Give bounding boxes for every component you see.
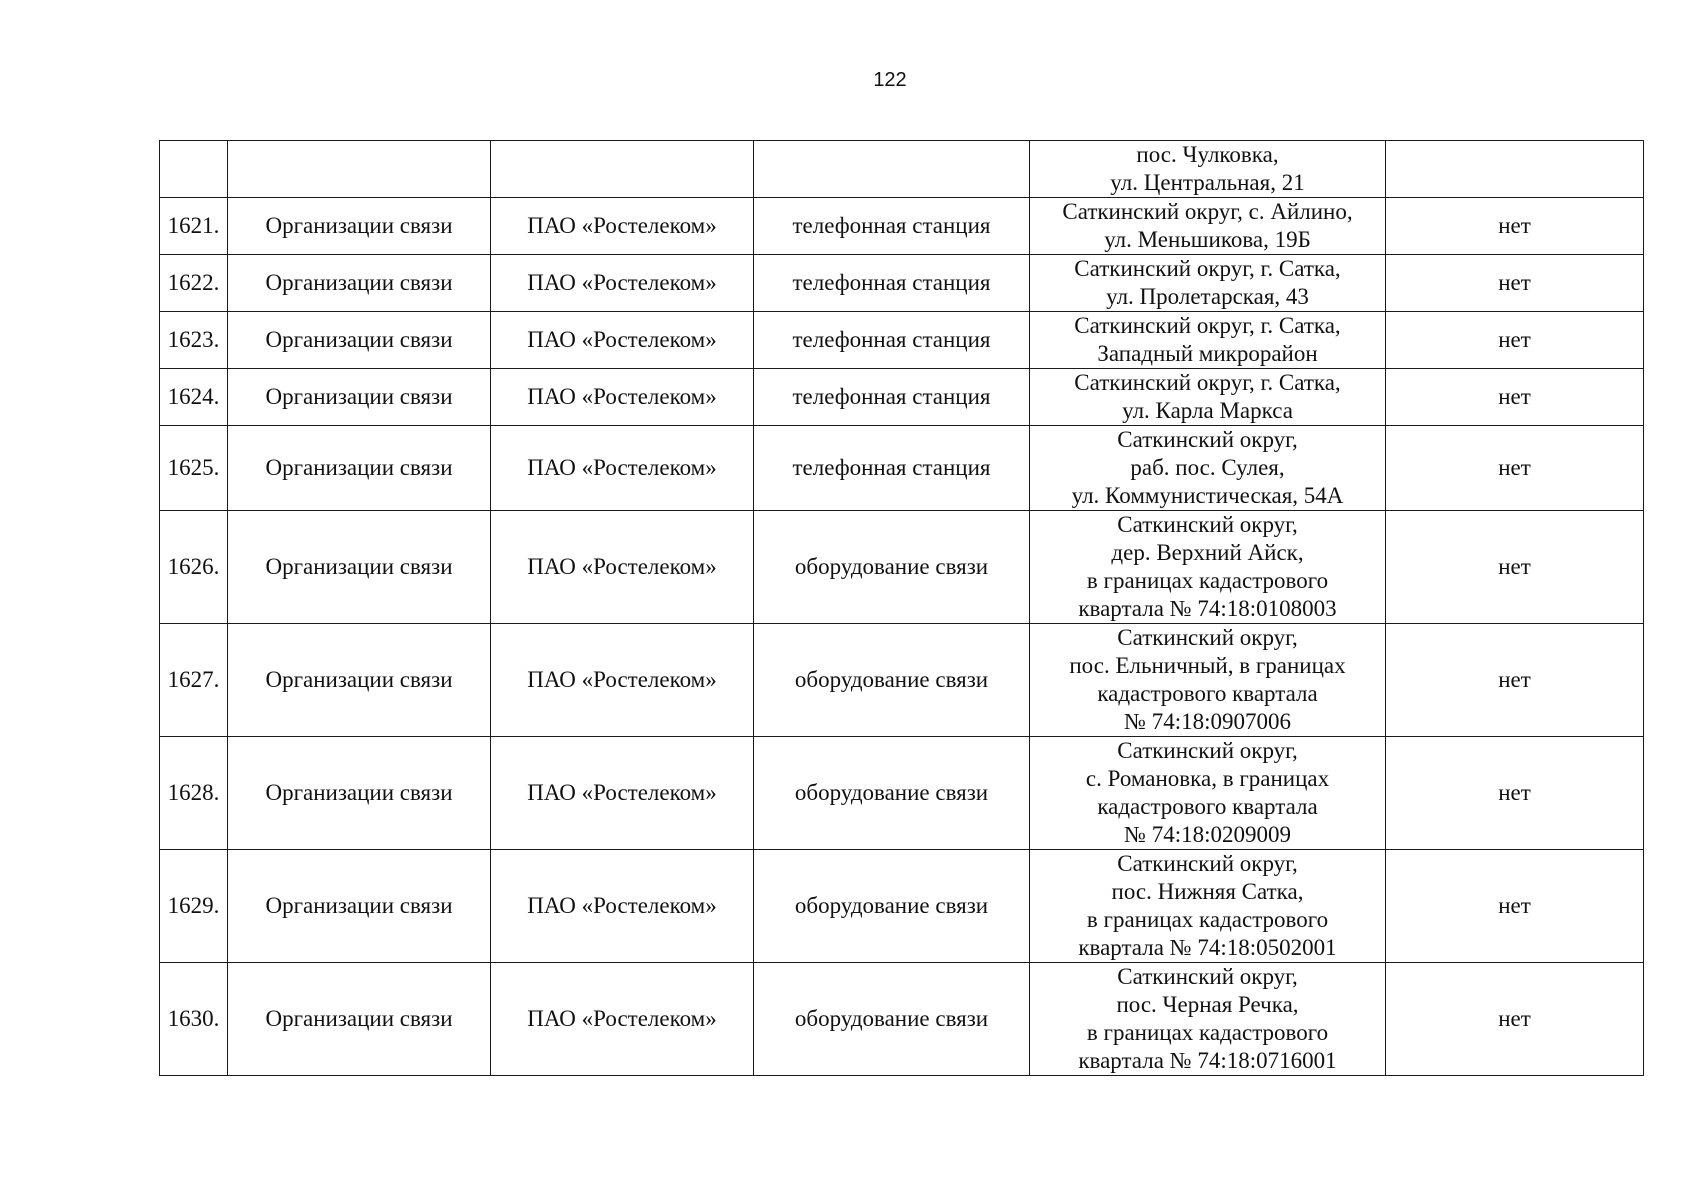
organization-cell: ПАО «Ростелеком»	[491, 963, 754, 1076]
category-cell: Организации связи	[228, 198, 491, 255]
category-cell: Организации связи	[228, 426, 491, 511]
row-number-cell: 1625.	[160, 426, 228, 511]
address-line: Западный микрорайон	[1097, 341, 1318, 366]
table-row	[160, 737, 1644, 850]
address-line: раб. пос. Сулея,	[1130, 455, 1285, 480]
organization-cell: ПАО «Ростелеком»	[491, 369, 754, 426]
page-number: 122	[873, 69, 907, 91]
organization-cell: ПАО «Ростелеком»	[491, 737, 754, 850]
object-type-cell: телефонная станция	[754, 369, 1030, 426]
address-line: № 74:18:0209009	[1124, 822, 1291, 847]
address-line: Саткинский округ,	[1117, 851, 1298, 876]
organization-cell: ПАО «Ростелеком»	[491, 312, 754, 369]
organization-cell: ПАО «Ростелеком»	[491, 426, 754, 511]
address-line: Саткинский округ, г. Сатка,	[1074, 313, 1341, 338]
status-cell: нет	[1386, 511, 1644, 624]
category-cell: Организации связи	[228, 369, 491, 426]
row-number-cell: 1630.	[160, 963, 228, 1076]
status-cell: нет	[1386, 426, 1644, 511]
address-line: ул. Карла Маркса	[1122, 398, 1293, 423]
address-cell	[1030, 312, 1386, 369]
table-row	[160, 624, 1644, 737]
continuation-category-cell	[228, 141, 491, 198]
address-cell	[1030, 511, 1386, 624]
address-line: в границах кадастрового	[1086, 1020, 1329, 1045]
address-line: пос. Нижняя Сатка,	[1111, 879, 1304, 904]
address-line: ул. Меньшикова, 19Б	[1104, 227, 1311, 252]
address-line: ул. Центральная, 21	[1110, 170, 1305, 195]
row-number-cell: 1622.	[160, 255, 228, 312]
address-cell	[1030, 369, 1386, 426]
address-line: дер. Верхний Айск,	[1111, 540, 1304, 565]
table-row	[160, 198, 1644, 255]
object-type-cell: телефонная станция	[754, 198, 1030, 255]
continuation-status-cell	[1386, 141, 1644, 198]
table-body	[160, 141, 1644, 1076]
table-row	[160, 963, 1644, 1076]
address-line: Саткинский округ,	[1117, 625, 1298, 650]
table-row	[160, 511, 1644, 624]
category-cell: Организации связи	[228, 963, 491, 1076]
object-type-cell: оборудование связи	[754, 963, 1030, 1076]
status-cell: нет	[1386, 737, 1644, 850]
category-cell: Организации связи	[228, 511, 491, 624]
row-number-cell: 1623.	[160, 312, 228, 369]
address-line: кадастрового квартала	[1097, 794, 1318, 819]
address-line: квартала № 74:18:0716001	[1078, 1048, 1337, 1073]
address-cell	[1030, 255, 1386, 312]
status-cell: нет	[1386, 963, 1644, 1076]
continuation-organization-cell	[491, 141, 754, 198]
address-line: Саткинский округ, г. Сатка,	[1074, 370, 1341, 395]
status-cell: нет	[1386, 312, 1644, 369]
row-number-cell: 1627.	[160, 624, 228, 737]
address-line: в границах кадастрового	[1086, 907, 1329, 932]
address-line: Саткинский округ,	[1117, 512, 1298, 537]
category-cell: Организации связи	[228, 255, 491, 312]
object-type-cell: телефонная станция	[754, 426, 1030, 511]
row-number-cell: 1624.	[160, 369, 228, 426]
address-line: Саткинский округ,	[1117, 738, 1298, 763]
status-cell: нет	[1386, 369, 1644, 426]
address-cell	[1030, 198, 1386, 255]
row-number-cell: 1626.	[160, 511, 228, 624]
category-cell: Организации связи	[228, 312, 491, 369]
table-row	[160, 426, 1644, 511]
table-row	[160, 369, 1644, 426]
address-cell	[1030, 624, 1386, 737]
object-type-cell: оборудование связи	[754, 624, 1030, 737]
address-line: пос. Ельничный, в границах	[1069, 653, 1346, 678]
continuation-row	[160, 141, 1644, 198]
row-number-cell: 1628.	[160, 737, 228, 850]
address-line: пос. Черная Речка,	[1116, 992, 1299, 1017]
address-cell	[1030, 963, 1386, 1076]
status-cell: нет	[1386, 850, 1644, 963]
organization-cell: ПАО «Ростелеком»	[491, 850, 754, 963]
category-cell: Организации связи	[228, 624, 491, 737]
organization-cell: ПАО «Ростелеком»	[491, 511, 754, 624]
address-line: Саткинский округ,	[1117, 427, 1298, 452]
table-row	[160, 312, 1644, 369]
address-line: Саткинский округ,	[1117, 964, 1298, 989]
address-cell	[1030, 850, 1386, 963]
address-line: квартала № 74:18:0502001	[1078, 935, 1337, 960]
object-type-cell: оборудование связи	[754, 737, 1030, 850]
address-line: пос. Чулковка,	[1136, 142, 1279, 167]
continuation-address-cell	[1030, 141, 1386, 198]
organization-cell: ПАО «Ростелеком»	[491, 198, 754, 255]
object-type-cell: телефонная станция	[754, 312, 1030, 369]
address-line: кадастрового квартала	[1097, 681, 1318, 706]
address-line: Саткинский округ, с. Айлино,	[1062, 199, 1353, 224]
status-cell: нет	[1386, 624, 1644, 737]
address-line: квартала № 74:18:0108003	[1078, 596, 1337, 621]
category-cell: Организации связи	[228, 850, 491, 963]
category-cell: Организации связи	[228, 737, 491, 850]
object-type-cell: оборудование связи	[754, 850, 1030, 963]
continuation-object-cell	[754, 141, 1030, 198]
object-type-cell: оборудование связи	[754, 511, 1030, 624]
address-cell	[1030, 737, 1386, 850]
address-line: № 74:18:0907006	[1124, 709, 1291, 734]
row-number-cell: 1629.	[160, 850, 228, 963]
address-line: с. Романовка, в границах	[1085, 766, 1330, 791]
status-cell: нет	[1386, 198, 1644, 255]
registry-table	[159, 140, 1644, 1076]
status-cell: нет	[1386, 255, 1644, 312]
organization-cell: ПАО «Ростелеком»	[491, 624, 754, 737]
table-row	[160, 255, 1644, 312]
organization-cell: ПАО «Ростелеком»	[491, 255, 754, 312]
continuation-num-cell	[160, 141, 228, 198]
table-row	[160, 850, 1644, 963]
address-line: ул. Пролетарская, 43	[1106, 284, 1309, 309]
object-type-cell: телефонная станция	[754, 255, 1030, 312]
address-line: Саткинский округ, г. Сатка,	[1074, 256, 1341, 281]
address-line: ул. Коммунистическая, 54А	[1071, 483, 1344, 508]
address-line: в границах кадастрового	[1086, 568, 1329, 593]
row-number-cell: 1621.	[160, 198, 228, 255]
address-cell	[1030, 426, 1386, 511]
